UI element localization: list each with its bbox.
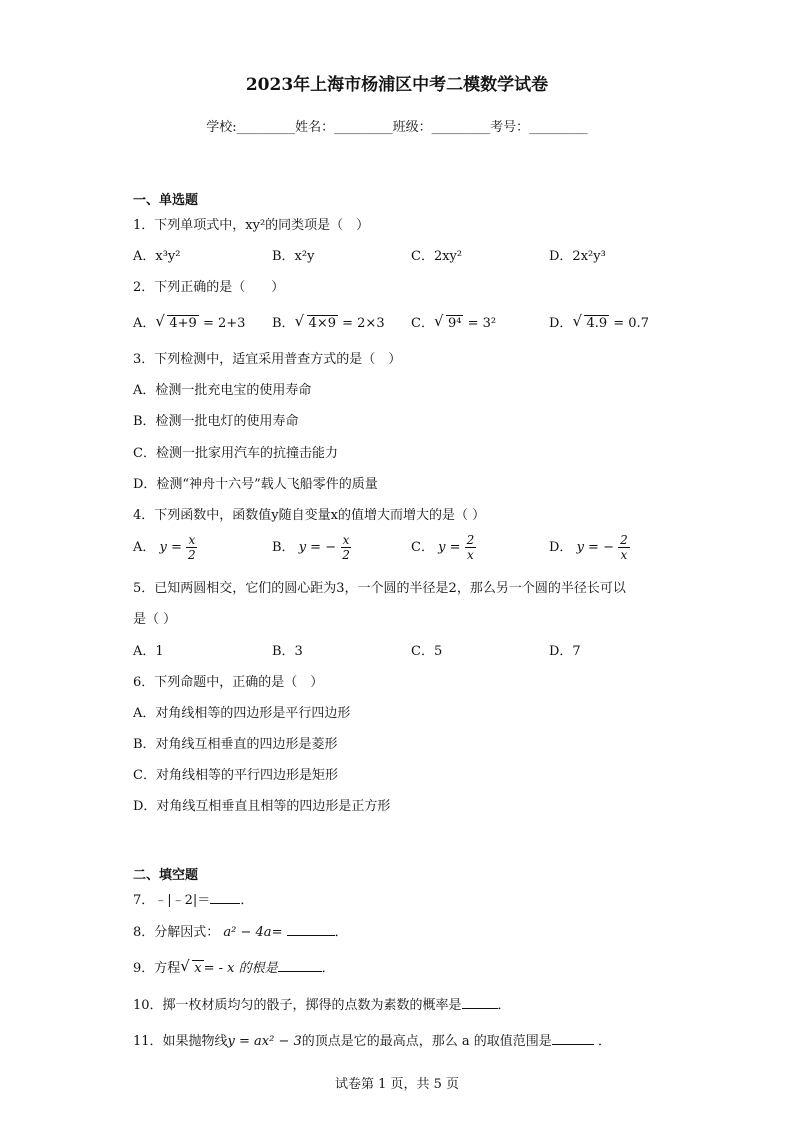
question-5-stem: 5．已知两圆相交，它们的圆心距为3，一个圆的半径是2，那么另一个圆的半径长可以 bbox=[133, 581, 626, 596]
question-1-stem: 1．下列单项式中，xy²的同类项是（ ） bbox=[133, 218, 370, 233]
answer-blank[interactable] bbox=[278, 958, 322, 972]
answer-blank[interactable] bbox=[462, 995, 498, 1009]
student-info-line: 学校:_________姓名：_________班级：_________考号：_________ bbox=[206, 120, 588, 135]
q6-option-a: A．对角线相等的四边形是平行四边形 bbox=[133, 706, 351, 721]
question-4-stem: 4．下列函数中，函数值y随自变量x的值增大而增大的是（ ） bbox=[133, 508, 486, 523]
q5-option-a: A．1 bbox=[133, 644, 164, 659]
q4-option-c: C． y = $\frac{2}{x}$ bbox=[411, 533, 475, 562]
q3-option-b: B．检测一批电灯的使用寿命 bbox=[133, 414, 299, 429]
answer-blank[interactable] bbox=[210, 890, 240, 904]
q4-option-d: D． y = − $\frac{2}{x}$ bbox=[549, 533, 628, 562]
question-9: 9．方程 √ x = - x 的根是 ． bbox=[133, 957, 335, 976]
q1-option-c: C．2xy² bbox=[411, 249, 463, 264]
q5-option-c: C．5 bbox=[411, 644, 443, 659]
question-3-stem: 3．下列检测中，适宜采用普查方式的是（ ） bbox=[133, 352, 402, 367]
q5-option-d: D．7 bbox=[549, 644, 581, 659]
page-footer: 试卷第 1 页，共 5 页 bbox=[334, 1077, 460, 1092]
question-8: 8．分解因式： a² − 4a= ． bbox=[133, 921, 348, 940]
q3-option-d: D．检测“神舟十六号”载人飞船零件的质量 bbox=[133, 477, 378, 492]
page-title: 2023年上海市杨浦区中考二模数学试卷 bbox=[245, 75, 549, 95]
q4-option-a: A． y = $\frac{x}{2}$ bbox=[133, 533, 196, 562]
question-5-stem-cont: 是（ ） bbox=[133, 612, 177, 627]
q6-option-d: D．对角线互相垂直且相等的四边形是正方形 bbox=[133, 799, 391, 814]
q2-option-a: A． √ 4+9 = 2+3 bbox=[133, 312, 246, 331]
q1-option-d: D．2x²y³ bbox=[549, 249, 606, 264]
q6-option-b: B．对角线互相垂直的四边形是菱形 bbox=[133, 737, 338, 752]
section-title-fill-in: 二、填空题 bbox=[133, 868, 199, 883]
q4-option-b: B． y = − $\frac{x}{2}$ bbox=[272, 533, 350, 562]
question-2-stem: 2．下列正确的是（ ） bbox=[133, 280, 285, 295]
q2-option-d: D． √ 4.9 = 0.7 bbox=[549, 312, 649, 331]
question-6-stem: 6．下列命题中，正确的是（ ） bbox=[133, 675, 324, 690]
section-title-single-choice: 一、单选题 bbox=[133, 193, 199, 208]
question-11: 11．如果抛物线y = ax² − 3的顶点是它的最高点，那么 a 的取值范围是 ． bbox=[133, 1030, 611, 1049]
q3-option-c: C．检测一批家用汽车的抗撞击能力 bbox=[133, 446, 338, 461]
q1-option-b: B．x²y bbox=[272, 249, 315, 264]
q2-option-c: C． √ 9⁴ = 3² bbox=[411, 312, 497, 331]
q1-option-a: A．x³y² bbox=[133, 249, 181, 264]
answer-blank[interactable] bbox=[552, 1031, 594, 1045]
question-10: 10．掷一枚材质均匀的骰子，掷得的点数为素数的概率是 ． bbox=[133, 994, 511, 1013]
question-7: 7．﹣|﹣2|＝ ． bbox=[133, 889, 253, 908]
q2-option-b: B． √ 4×9 = 2×3 bbox=[272, 312, 385, 331]
answer-blank[interactable] bbox=[287, 922, 335, 936]
q6-option-c: C．对角线相等的平行四边形是矩形 bbox=[133, 768, 338, 783]
q5-option-b: B．3 bbox=[272, 644, 303, 659]
q3-option-a: A．检测一批充电宝的使用寿命 bbox=[133, 383, 312, 398]
